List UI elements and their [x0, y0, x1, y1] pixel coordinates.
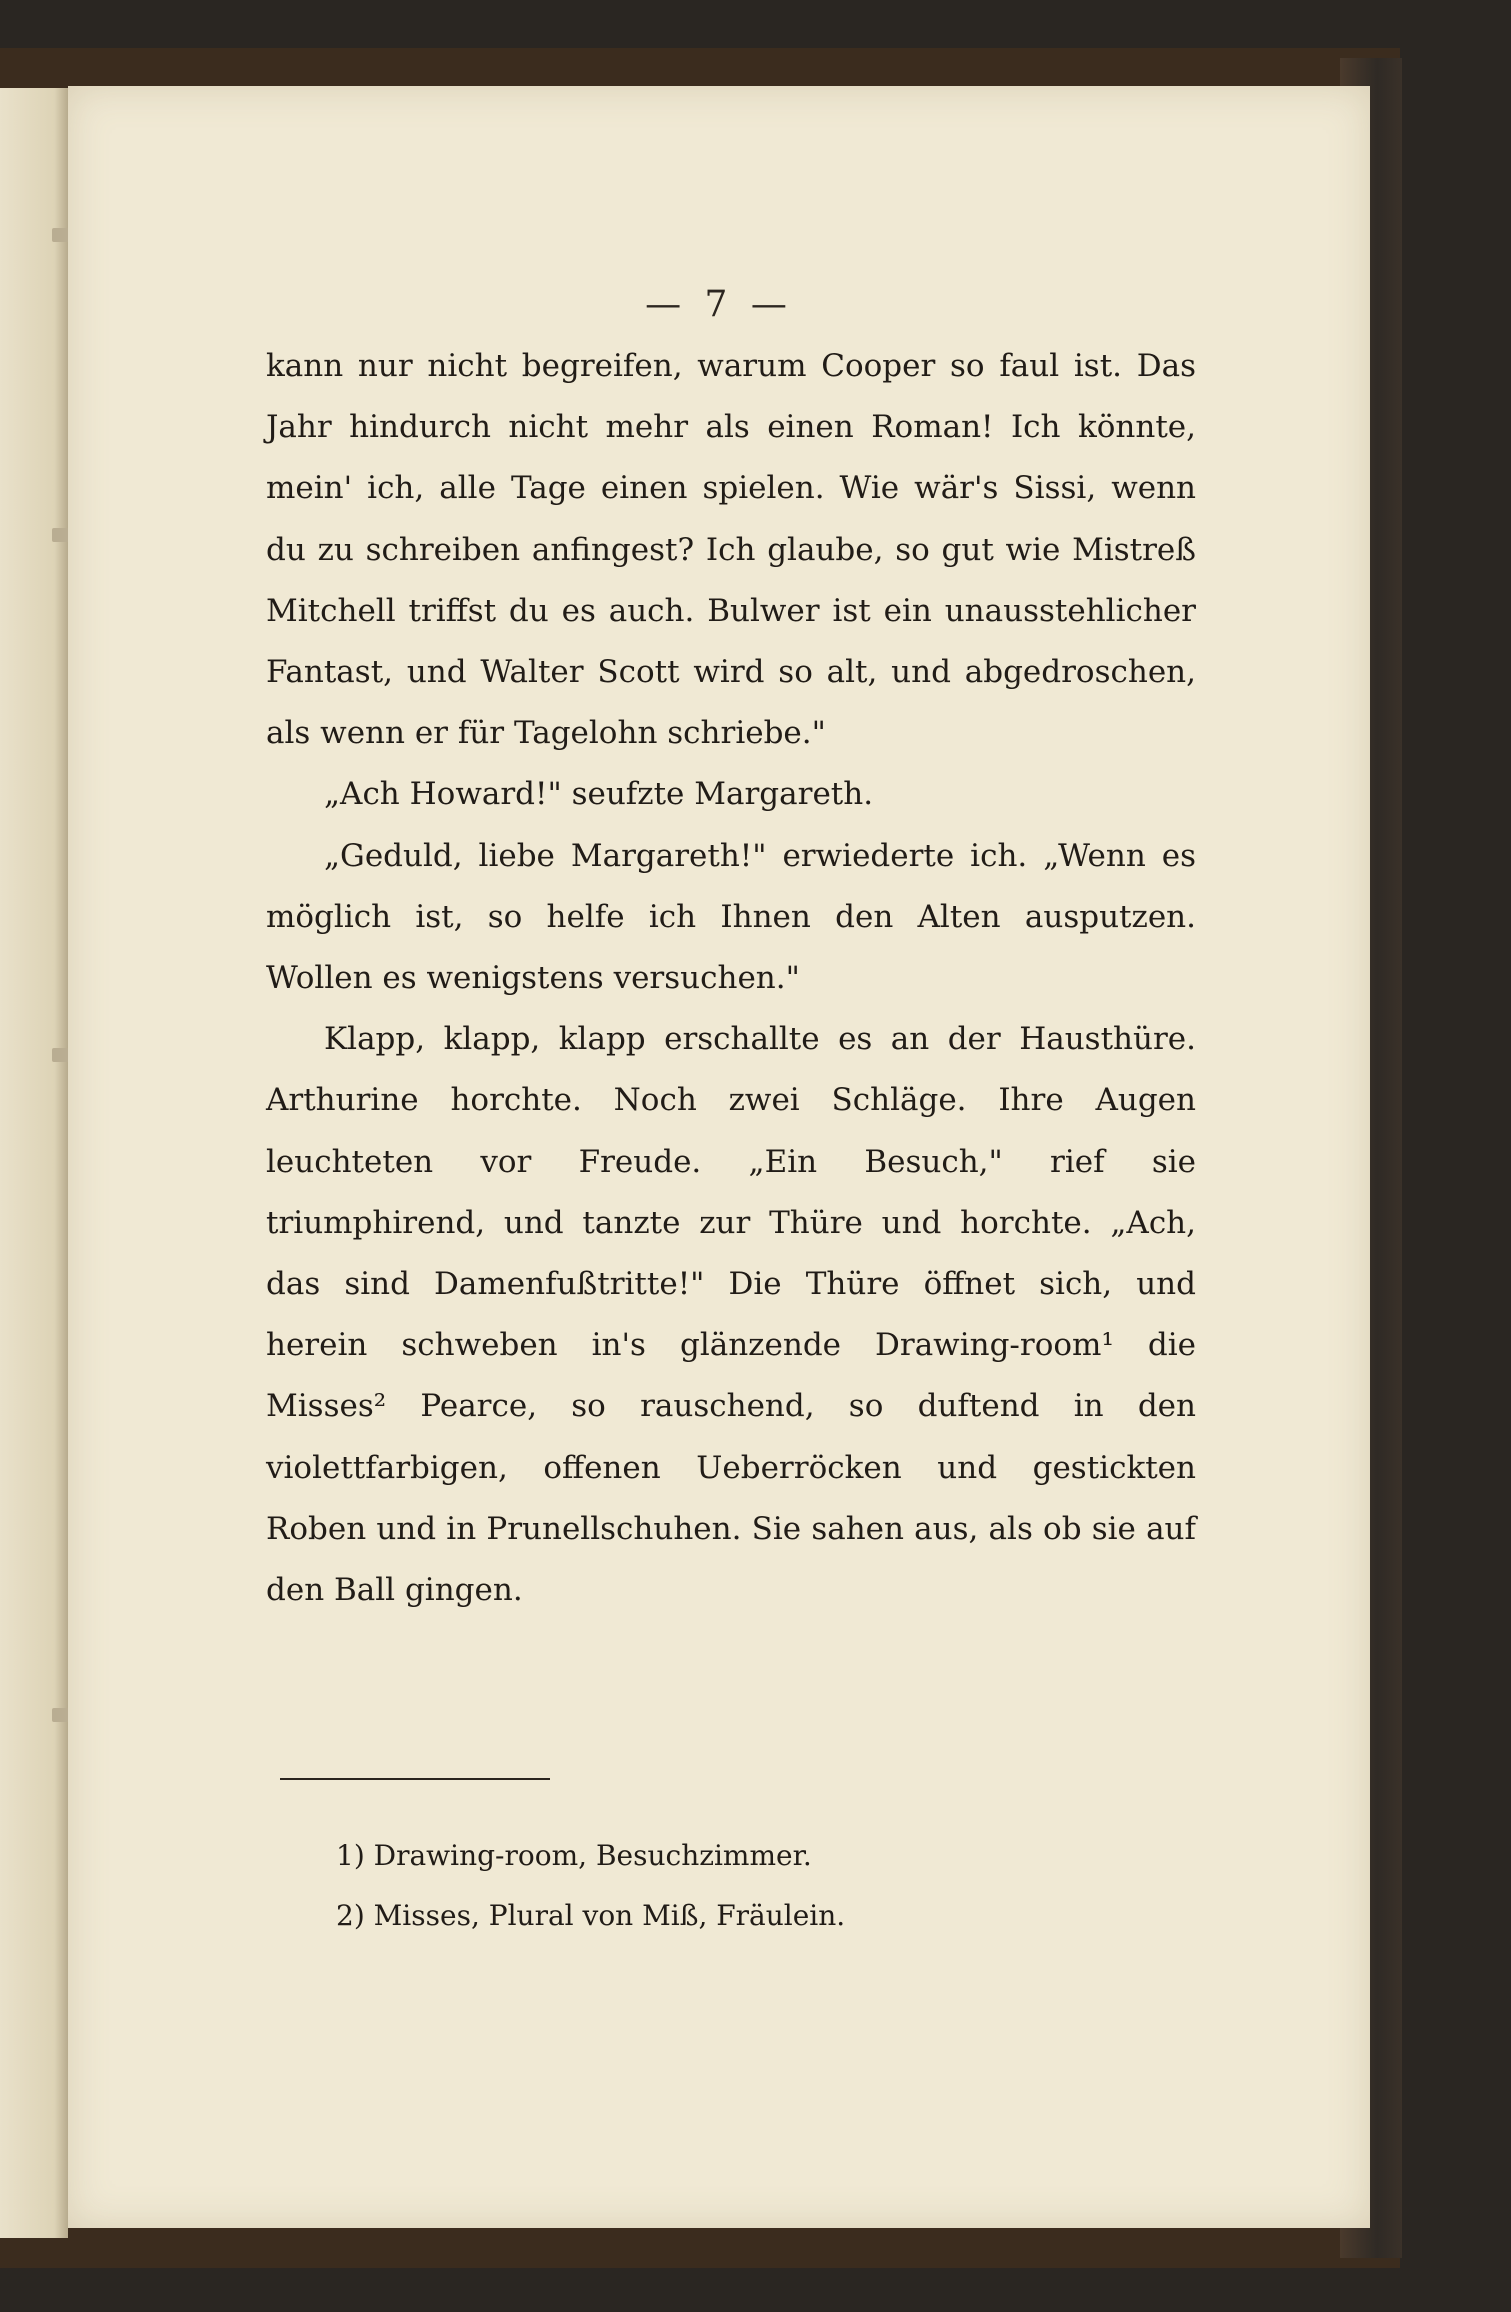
footnote: 1) Drawing-room, Besuchzimmer.: [336, 1839, 812, 1872]
footnote-divider: [280, 1778, 550, 1780]
book-page: [68, 86, 1370, 2228]
paragraph: Klapp, klapp, klapp erschallte es an der Hausthüre. Arthurine horchte. Noch zwei Schläge. Ihre Augen leuchteten vor Freude. „Ein Besuch," rief sie triumphirend, und tanzte zur Thüre und horchte. „Ach, das sind Damenfußtritte!" Die Thüre öffnet sich, und herein schweben in's glänzende Drawing-room¹ die Misses² Pearce, so rauschend, so duftend in den violettfarbigen, offenen Ueberröcken und gestickten Roben und in Prunellschuhen. Sie sahen aus, als ob sie auf den Ball gingen.: [266, 1021, 1196, 1609]
left-page-edge: [0, 88, 68, 2238]
paragraph: „Geduld, liebe Margareth!" erwiederte ich. „Wenn es möglich ist, so helfe ich Ihnen den Alten ausputzen. Wollen es wenigstens versuchen.": [266, 837, 1196, 997]
page-number: — 7 —: [645, 284, 793, 325]
body-text: [266, 336, 1196, 1621]
footnote: 2) Misses, Plural von Miß, Fräulein.: [336, 1899, 846, 1932]
footnotes: [336, 1826, 1116, 1946]
paragraph: „Ach Howard!" seufzte Margareth.: [324, 776, 874, 813]
paragraph: kann nur nicht begreifen, warum Cooper so faul ist. Das Jahr hindurch nicht mehr als einen Roman! Ich könnte, mein' ich, alle Tage einen spielen. Wie wär's Sissi, wenn du zu schreiben anfingest? Ich glaube, so gut wie Mistreß Mitchell triffst du es auch. Bulwer ist ein unausstehlicher Fantast, und Walter Scott wird so alt, und abgedroschen, als wenn er für Tagelohn schriebe.": [266, 348, 1196, 752]
